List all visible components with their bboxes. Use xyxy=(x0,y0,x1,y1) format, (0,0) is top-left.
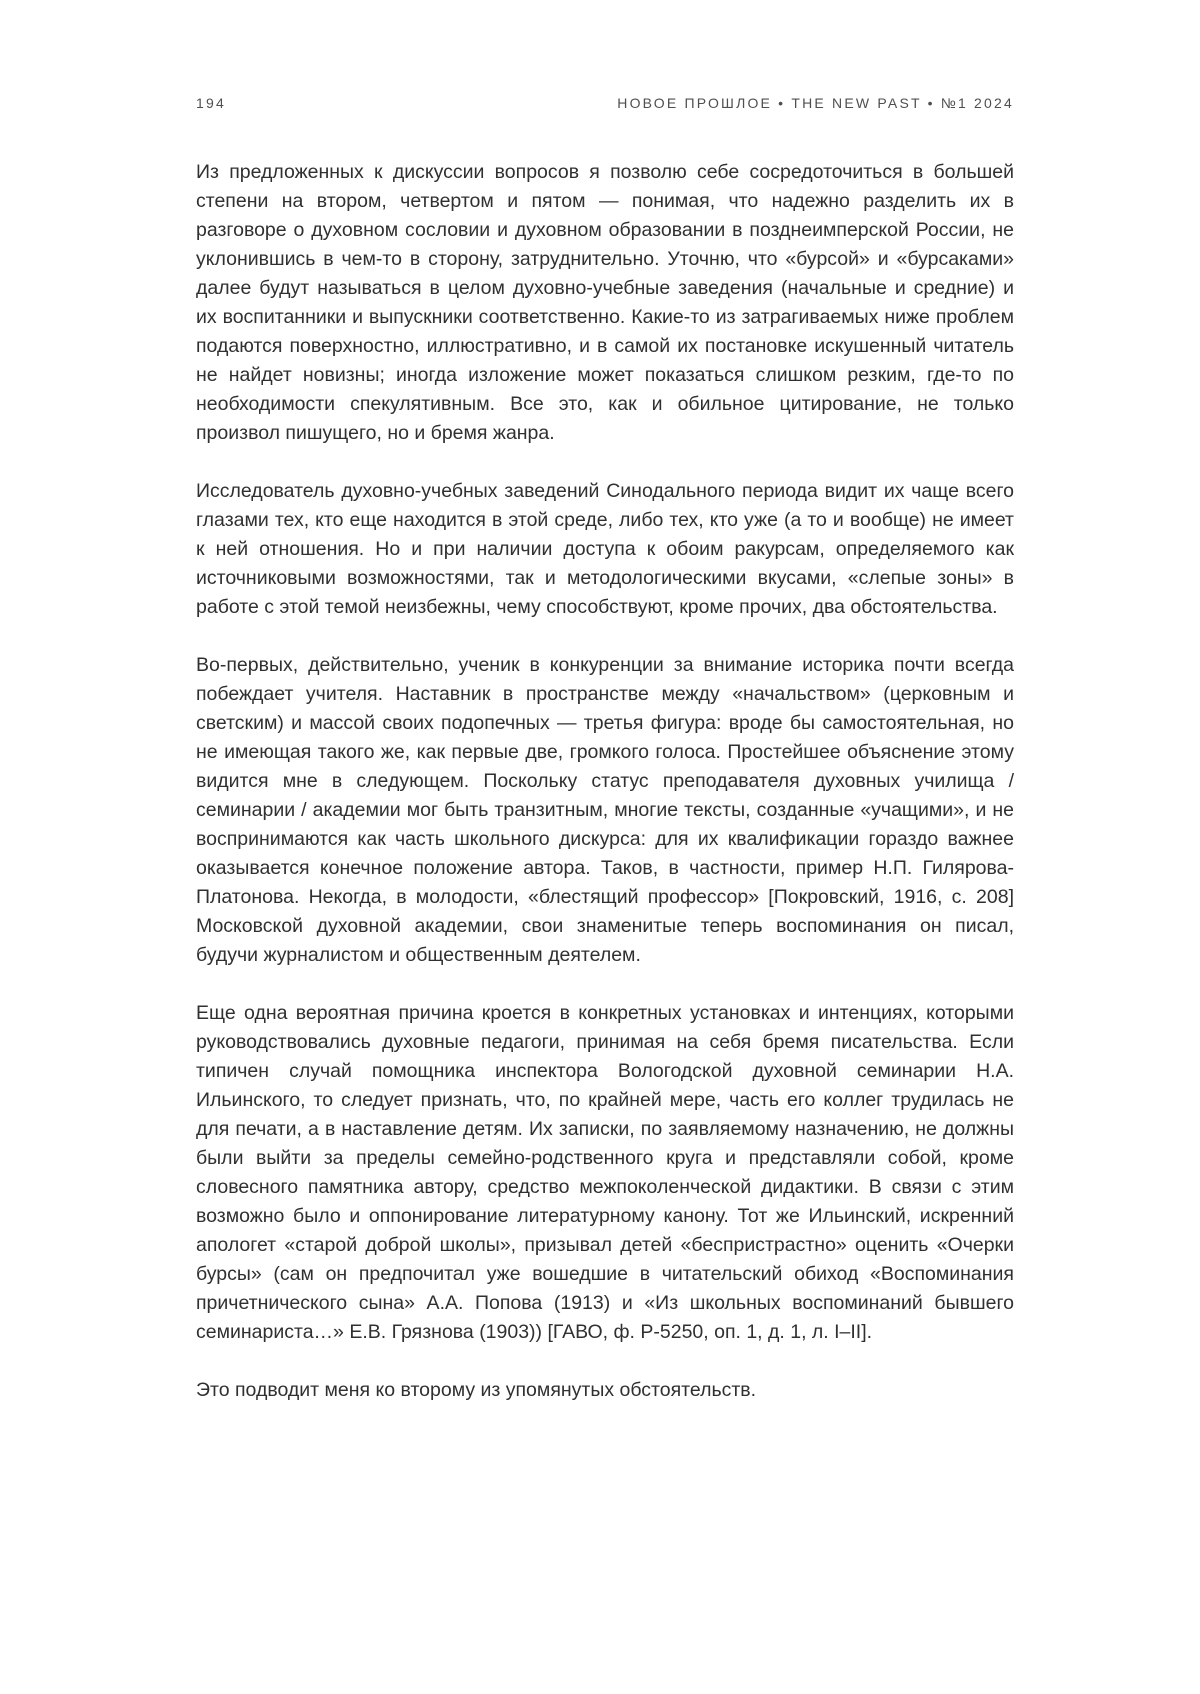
page-header xyxy=(196,95,1014,111)
running-title: НОВОЕ ПРОШЛОЕ • THE NEW PAST • №1 2024 xyxy=(617,95,1014,111)
paragraph: Из предложенных к дискуссии вопросов я позволю себе сосредоточиться в большей степени на втором, четвертом и пятом — понимая, что надежно разделить их в разговоре о духовном сословии и духовном образовании в позднеимперской России, не уклонившись в чем-то в сторону, затруднительно. Уточню, что «бурсой» и «бурсаками» далее будут называться в целом духовно-учебные заведения (начальные и средние) и их воспитанники и выпускники соответственно. Какие-то из затрагиваемых ниже проблем подаются поверхностно, иллюстративно, и в самой их постановке искушенный читатель не найдет новизны; иногда изложение может показаться слишком резким, где-то по необходимости спекулятивным. Все это, как и обильное цитирование, не только произвол пишущего, но и бремя жанра. xyxy=(196,161,1014,444)
paragraph: Во-первых, действительно, ученик в конкуренции за внимание историка почти всегда побеждает учителя. Наставник в пространстве между «начальством» (церковным и светским) и массой своих подопечных — третья фигура: вроде бы самостоятельная, но не имеющая такого же, как первые две, громкого голоса. Простейшее объяснение этому видится мне в следующем. Поскольку статус преподавателя духовных училища / семинарии / академии мог быть транзитным, многие тексты, созданные «учащими», и не воспринимаются как часть школьного дискурса: для их квалификации гораздо важнее оказывается конечное положение автора. Таков, в частности, пример Н.П. Гилярова-Платонова. Некогда, в молодости, «блестящий профессор» [Покровский, 1916, с. 208] Московской духовной академии, свои знаменитые теперь воспоминания он писал, будучи журналистом и общественным деятелем. xyxy=(196,654,1014,966)
paragraph: Исследователь духовно-учебных заведений Синодального периода видит их чаще всего глазами тех, кто еще находится в этой среде, либо тех, кто уже (а то и вообще) не имеет к ней отношения. Но и при наличии доступа к обоим ракурсам, определяемого как источниковыми возможностями, так и методологическими вкусами, «слепые зоны» в работе с этой темой неизбежны, чему способствуют, кроме прочих, два обстоятельства. xyxy=(196,480,1014,618)
page-number: 194 xyxy=(196,95,226,111)
paragraph: Это подводит меня ко второму из упомянутых обстоятельств. xyxy=(196,1379,757,1401)
paragraph: Еще одна вероятная причина кроется в конкретных установках и интенциях, которыми руководствовались духовные педагоги, принимая на себя бремя писательства. Если типичен случай помощника инспектора Вологодской духовной семинарии Н.А. Ильинского, то следует признать, что, по крайней мере, часть его коллег трудилась не для печати, а в наставление детям. Их записки, по заявляемому назначению, не должны были выйти за пределы семейно-родственного круга и представляли собой, кроме словесного памятника автору, средство межпоколенческой дидактики. В связи с этим возможно было и оппонирование литературному канону. Тот же Ильинский, искренний апологет «старой доброй школы», призывал детей «беспристрастно» оценить «Очерки бурсы» (сам он предпочитал уже вошедшие в читательский обиход «Воспоминания причетнического сына» А.А. Попова (1913) и «Из школьных воспоминаний бывшего семинариста…» Е.В. Грязнова (1903)) [ГАВО, ф. Р-5250, оп. 1, д. 1, л. I–II]. xyxy=(196,1002,1014,1343)
article-body xyxy=(196,158,1014,1405)
